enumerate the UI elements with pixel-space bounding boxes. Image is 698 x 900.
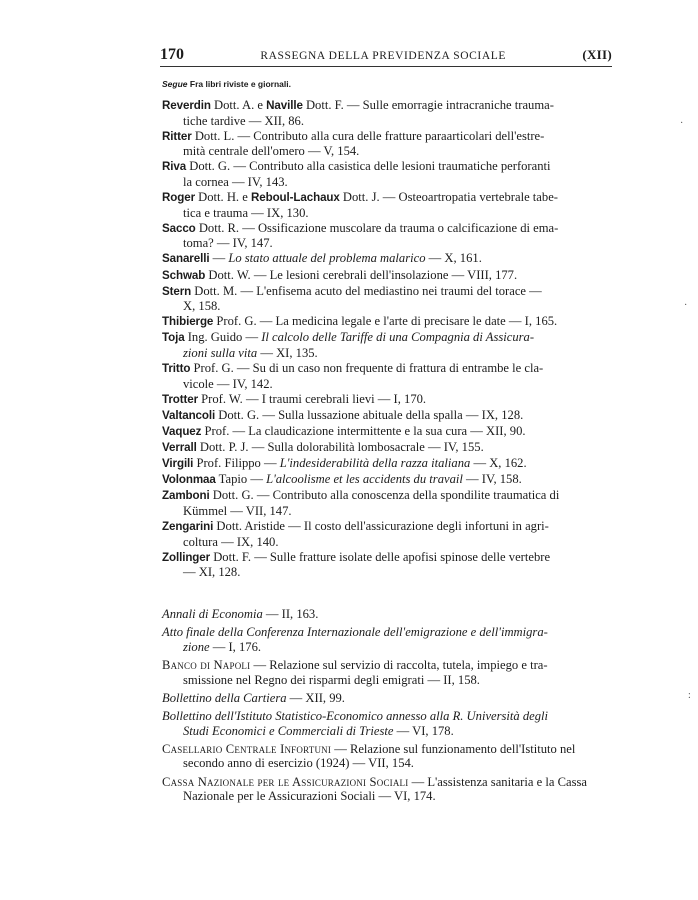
institution-name: Cassa Nazionale per le Assicurazioni Sociali	[162, 774, 409, 789]
periodical-title: Atto finale della Conferenza Internazionale dell'emigrazione e dell'immigra-	[162, 625, 548, 640]
list-item: Riva Dott. G. — Contributo alla casistica delle lesioni traumatiche perforanti la cornea — IV, 143.	[162, 159, 551, 189]
author-name: Tritto	[162, 362, 191, 376]
continuation-text: Fra libri riviste e giornali.	[189, 79, 291, 89]
institution-name: Banco di Napoli	[162, 657, 251, 672]
author-name: Zamboni	[162, 489, 210, 503]
work-title: L'alcoolisme et les accidents du travail	[266, 472, 463, 487]
author-name: Stern	[162, 284, 192, 298]
header-rule	[160, 66, 612, 67]
list-item: Thibierge Prof. G. — La medicina legale e l'arte di precisare le date — I, 165.	[162, 314, 558, 329]
periodical-title: Bollettino dell'Istituto Statistico-Economico annesso alla R. Università degli	[162, 708, 549, 723]
author-name: Verrall	[162, 441, 197, 455]
author-name: Trotter	[162, 392, 199, 406]
author-name: Naville	[266, 99, 303, 112]
list-item: Atto finale della Conferenza Internazionale dell'emigrazione e dell'immigra- zione — I, 176.	[162, 625, 548, 654]
list-item: Zengarini Dott. Aristide — Il costo dell'assicurazione degli infortuni in agri- coltura — IX, 140.	[162, 519, 549, 549]
list-item: Reverdin Dott. A. e Naville Dott. F. — Sulle emorragie intracraniche trauma- tiche tardive — XII, 86.	[162, 98, 554, 128]
list-item: Toja Ing. Guido — Il calcolo delle Tariffe di una Compagnia di Assicura- zioni sulla vita — XI, 135.	[162, 330, 535, 360]
list-item: Annali di Economia — II, 163.	[162, 607, 319, 621]
list-item: Zamboni Dott. G. — Contributo alla conoscenza della spondilite traumatica di Kümmel — VII, 147.	[162, 488, 560, 518]
author-name: Virgili	[162, 457, 194, 471]
work-title: Lo stato attuale del problema malarico	[228, 251, 426, 266]
scan-speck: ·	[680, 118, 684, 129]
list-item: Banco di Napoli — Relazione sul servizio di raccolta, tutela, impiego e tra- smissione nel Regno dei risparmi degli emigrati — II, 158.	[162, 657, 548, 687]
author-name: Roger	[162, 191, 195, 205]
author-name: Valtancoli	[162, 408, 216, 422]
periodical-title: Bollettino della Cartiera	[162, 690, 287, 705]
list-item: Tritto Prof. G. — Su di un caso non frequente di frattura di entrambe le cla- vicole — IV, 142.	[162, 361, 544, 391]
periodical-title: Annali di Economia	[162, 607, 263, 621]
author-name: Riva	[162, 160, 187, 174]
author-name: Vaquez	[162, 424, 202, 438]
list-item: Sacco Dott. R. — Ossificazione muscolare da trauma o calcificazione di ema- toma? — IV, 147.	[162, 220, 559, 251]
list-item: Cassa Nazionale per le Assicurazioni Sociali — L'assistenza sanitaria e la Cassa Nazionale per le Assicurazioni Sociali — VI, 174.	[162, 774, 587, 804]
author-name: Volonmaa	[162, 473, 216, 487]
list-item: Virgili Prof. Filippo — L'indesiderabilità della razza italiana — X, 162.	[162, 456, 527, 471]
scan-speck: :	[688, 690, 691, 701]
running-title: RASSEGNA DELLA PREVIDENZA SOCIALE	[260, 50, 506, 62]
author-name: Ritter	[162, 129, 192, 143]
continuation-heading	[162, 79, 291, 89]
list-item: Bollettino della Cartiera — XII, 99.	[162, 690, 345, 705]
list-item: Volonmaa Tapio — L'alcoolisme et les accidents du travail — IV, 158.	[162, 472, 522, 487]
section-number: (XII)	[582, 47, 612, 62]
scan-speck: ·	[684, 300, 688, 311]
list-item: Verrall Dott. P. J. — Sulla dolorabilità lombosacrale — IV, 155.	[162, 440, 484, 455]
author-name: Schwab	[162, 268, 206, 282]
list-item: Bollettino dell'Istituto Statistico-Economico annesso alla R. Università degli Studi Economici e Commerciali di Trieste — VI, 178.	[162, 708, 549, 738]
work-title: L'indesiderabilità della razza italiana	[279, 456, 471, 471]
list-item: Stern Dott. M. — L'enfisema acuto del mediastino nei traumi del torace — X, 158.	[162, 283, 542, 314]
author-name: Reverdin	[162, 99, 211, 112]
list-item: Vaquez Prof. — La claudicazione intermittente e la sua cura — XII, 90.	[162, 423, 526, 438]
author-name: Sacco	[162, 221, 196, 235]
work-title: Il calcolo delle Tariffe di una Compagnia di Assicura-	[261, 330, 535, 345]
author-name: Toja	[162, 331, 185, 345]
author-name: Reboul-Lachaux	[250, 191, 340, 205]
continuation-label: Segue	[162, 79, 188, 89]
list-item: Casellario Centrale Infortuni — Relazione sul funzionamento dell'Istituto nel secondo anno di esercizio (1924) — VII, 154.	[162, 741, 576, 771]
list-item: Sanarelli — Lo stato attuale del problema malarico — X, 161.	[162, 251, 482, 266]
running-header	[160, 46, 612, 64]
author-name: Sanarelli	[162, 252, 210, 266]
page-number: 170	[160, 46, 184, 63]
list-item: Ritter Dott. L. — Contributo alla cura delle fratture paraarticolari dell'estre- mità centrale dell'omero — V, 154.	[162, 128, 545, 159]
list-item: Zollinger Dott. F. — Sulle fratture isolate delle apofisi spinose delle vertebre — XI, 128.	[162, 549, 551, 580]
periodicals-index	[162, 607, 610, 807]
list-item: Schwab Dott. W. — Le lesioni cerebrali dell'insolazione — VIII, 177.	[162, 267, 518, 282]
author-index	[162, 98, 610, 580]
list-item: Trotter Prof. W. — I traumi cerebrali lievi — I, 170.	[162, 391, 427, 406]
list-item: Roger Dott. H. e Reboul-Lachaux Dott. J. — Osteoartropatia vertebrale tabe- tica e trauma — IX, 130.	[162, 190, 558, 220]
list-item: Valtancoli Dott. G. — Sulla lussazione abituale della spalla — IX, 128.	[162, 407, 524, 422]
author-name: Zollinger	[162, 550, 211, 564]
author-name: Thibierge	[162, 315, 214, 329]
author-name: Zengarini	[162, 520, 214, 534]
institution-name: Casellario Centrale Infortuni	[162, 741, 332, 756]
